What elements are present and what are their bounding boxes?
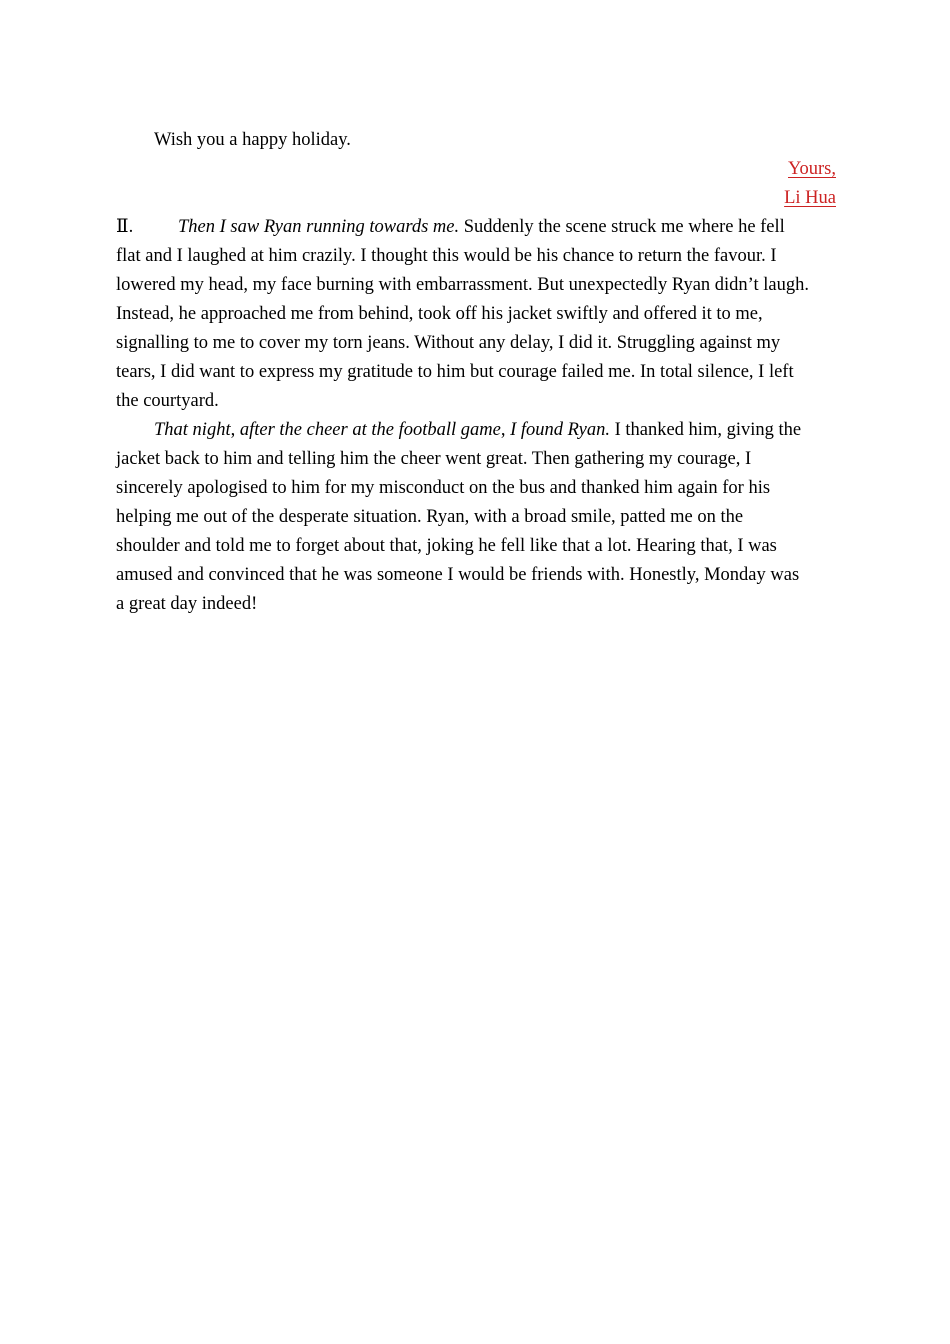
letter-signature [116, 184, 836, 213]
paragraph-line: jacket back to him and telling him the cheer went great. Then gathering my courage, I [116, 449, 752, 469]
paragraph-line: flat and I laughed at him crazily. I thought this would be his chance to return the favour. I [116, 246, 777, 266]
paragraph-line: shoulder and told me to forget about that, joking he fell like that a lot. Hearing that, I was [116, 536, 777, 556]
italic-opening-a: That night [154, 420, 231, 440]
comma: , [500, 420, 511, 440]
paragraph-line: sincerely apologised to him for my misconduct on the bus and thanked him again for his [116, 478, 771, 498]
italic-opening-b: after the cheer at the football game [239, 420, 501, 440]
italic-opening-sentence: Then I saw Ryan running towards me. [178, 217, 460, 237]
letter-closing-line: Wish you a happy holiday. [154, 130, 351, 150]
section2-paragraph-2 [116, 416, 836, 619]
section-label: Ⅱ. [116, 217, 134, 237]
signature-text: Li Hua [784, 188, 836, 208]
paragraph-line: signalling to me to cover my torn jeans. Without any delay, I did it. Struggling against my [116, 333, 781, 353]
section2-paragraph-1 [116, 213, 836, 416]
paragraph-text: Suddenly the scene struck me where he fell [459, 217, 785, 237]
paragraph-line [116, 213, 836, 242]
paragraph-line: a great day indeed! [116, 594, 258, 614]
paragraph-line: amused and convinced that he was someone I would be friends with. Honestly, Monday was [116, 565, 800, 585]
paragraph-line: the courtyard. [116, 391, 219, 411]
comma: , [230, 420, 240, 440]
paragraph-line [116, 416, 836, 445]
document-body [116, 126, 836, 619]
letter-sign-off [116, 155, 836, 184]
sign-off-text: Yours, [788, 159, 836, 179]
paragraph-line: Instead, he approached me from behind, took off his jacket swiftly and offered it to me, [116, 304, 763, 324]
italic-opening-c: I found Ryan. [510, 420, 610, 440]
paragraph-line: lowered my head, my face burning with embarrassment. But unexpectedly Ryan didn’t laugh. [116, 275, 810, 295]
paragraph-text: I thanked him, giving the [609, 420, 802, 440]
paragraph-line: helping me out of the desperate situation. Ryan, with a broad smile, patted me on the [116, 507, 744, 527]
paragraph-line: tears, I did want to express my gratitude to him but courage failed me. In total silence, I left [116, 362, 794, 382]
